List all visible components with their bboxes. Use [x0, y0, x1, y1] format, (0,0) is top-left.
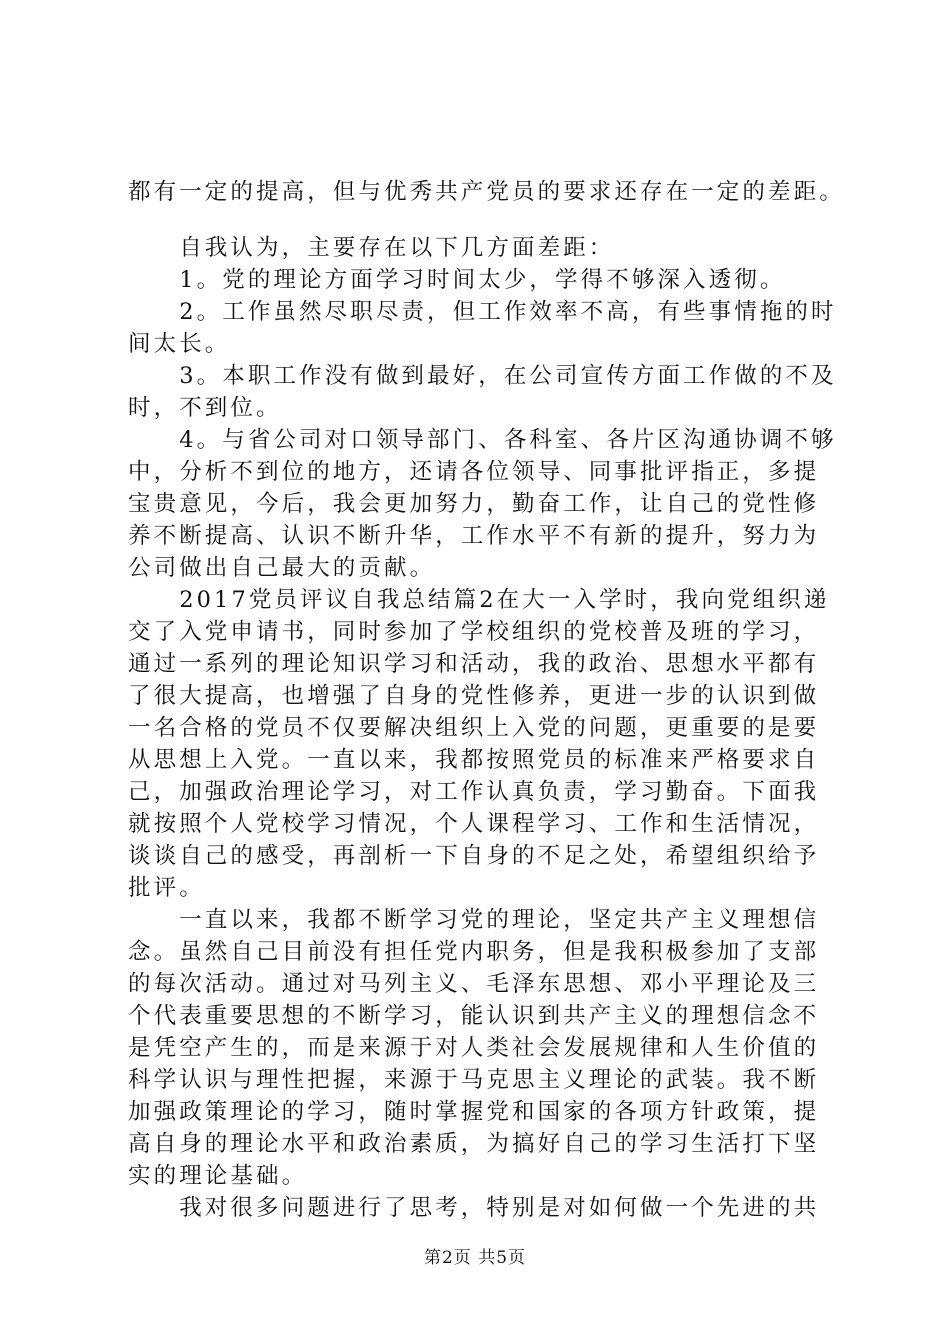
text-line: 宝贵意见，今后，我会更加努力，勤奋工作，让自己的党性修: [128, 491, 820, 517]
text-line: 养不断提高、认识不断升华，工作水平不有新的提升，努力为: [128, 523, 820, 549]
text-line: 了很大提高，也增强了自身的党性修养，更进一步的认识到做: [128, 683, 820, 709]
text-line: 个代表重要思想的不断学习，能认识到共产主义的理想信念不: [128, 1003, 820, 1029]
text-line: 一名合格的党员不仅要解决组织上入党的问题，更重要的是要: [128, 715, 820, 741]
text-line: 就按照个人党校学习情况，个人课程学习、工作和生活情况，: [128, 811, 820, 837]
text-line: 2017党员评议自我总结篇2在大一入学时，我向党组织递: [128, 587, 830, 613]
text-line: 间太长。: [128, 331, 231, 357]
text-line: 科学认识与理性把握，来源于马克思主义理论的武装。我不断: [128, 1067, 820, 1093]
text-line: 通过一系列的理论知识学习和活动，我的政治、思想水平都有: [128, 651, 820, 677]
text-line: 一直以来，我都不断学习党的理论，坚定共产主义理想信: [128, 907, 820, 933]
page-number-footer: 第2页 共5页: [423, 1248, 527, 1268]
text-line: 我对很多问题进行了思考，特别是对如何做一个先进的共: [128, 1195, 820, 1221]
text-line: 时，不到位。: [128, 395, 282, 421]
text-line: 的每次活动。通过对马列主义、毛泽东思想、邓小平理论及三: [128, 971, 820, 997]
text-line: 念。虽然自己目前没有担任党内职务，但是我积极参加了支部: [128, 939, 820, 965]
text-line: 己，加强政治理论学习，对工作认真负责，学习勤奋。下面我: [128, 779, 820, 805]
text-line: 从思想上入党。一直以来，我都按照党员的标准来严格要求自: [128, 747, 820, 773]
text-line: 都有一定的提高，但与优秀共产党员的要求还存在一定的差距。: [128, 179, 845, 205]
text-line: 公司做出自己最大的贡献。: [128, 555, 436, 581]
text-line: 加强政策理论的学习，随时掌握党和国家的各项方针政策，提: [128, 1099, 820, 1125]
text-line: 中，分析不到位的地方，还请各位领导、同事批评指正，多提: [128, 459, 820, 485]
text-line: 2。工作虽然尽职尽责，但工作效率不高，有些事情拖的时: [128, 299, 837, 325]
text-line: 自我认为，主要存在以下几方面差距：: [128, 235, 615, 261]
text-line: 4。与省公司对口领导部门、各科室、各片区沟通协调不够: [128, 427, 837, 453]
text-line: 1。党的理论方面学习时间太少，学得不够深入透彻。: [128, 267, 786, 293]
text-line: 3。本职工作没有做到最好，在公司宣传方面工作做的不及: [128, 363, 837, 389]
text-line: 实的理论基础。: [128, 1163, 308, 1189]
text-line: 谈谈自己的感受，再剖析一下自身的不足之处，希望组织给予: [128, 843, 820, 869]
text-line: 交了入党申请书，同时参加了学校组织的党校普及班的学习，: [128, 619, 820, 645]
text-line: 是凭空产生的，而是来源于对人类社会发展规律和人生价值的: [128, 1035, 820, 1061]
text-line: 批评。: [128, 875, 205, 901]
text-line: 高自身的理论水平和政治素质，为搞好自己的学习生活打下坚: [128, 1131, 820, 1157]
